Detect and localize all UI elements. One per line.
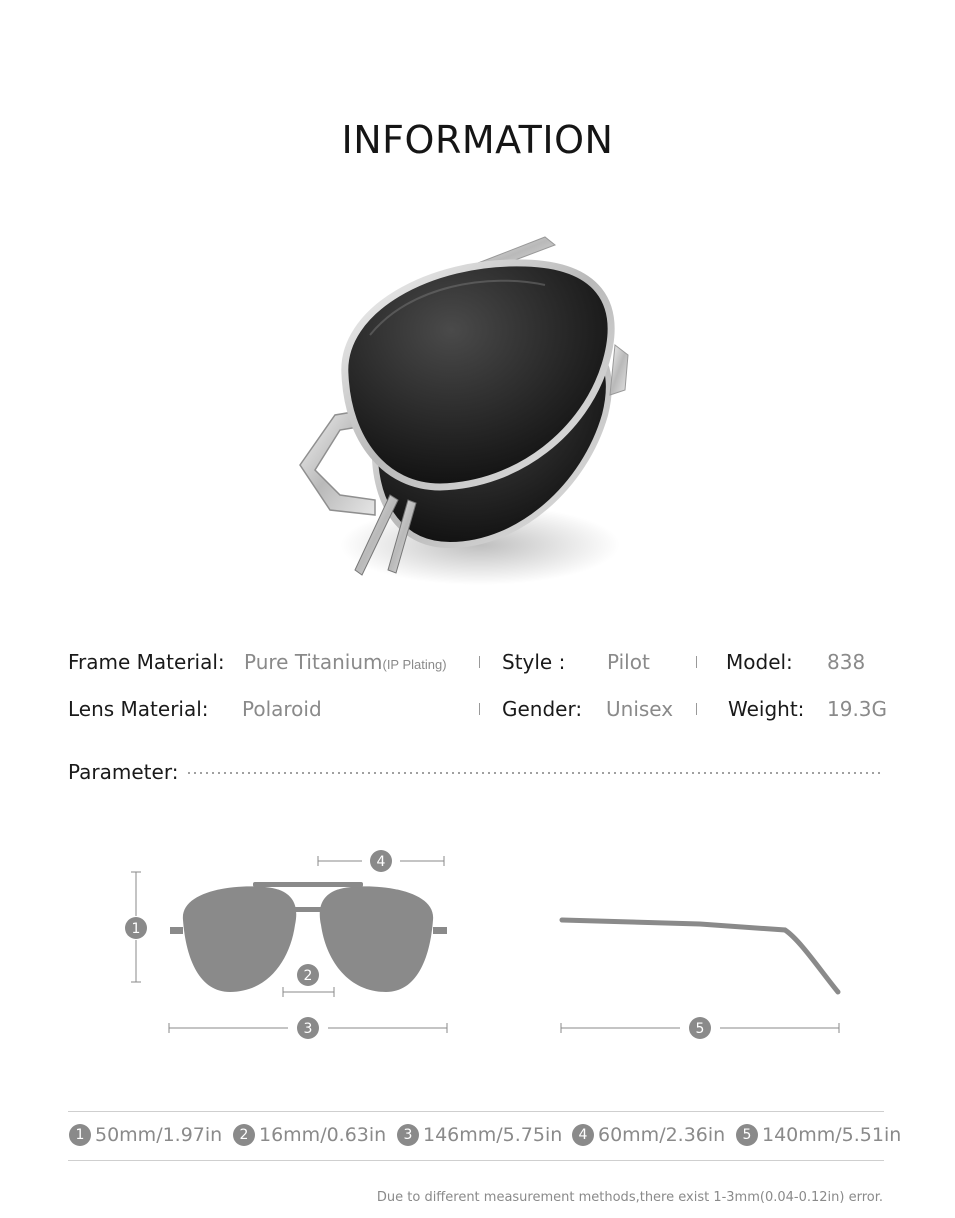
- measurement-3: [397, 1124, 562, 1146]
- frame-material-value: Pure Titanium: [244, 650, 383, 674]
- marker-2-label: 2: [303, 968, 313, 984]
- measurement-1: [69, 1124, 222, 1146]
- page-title: INFORMATION: [341, 118, 614, 162]
- marker-3-label: 3: [303, 1021, 313, 1037]
- measurement-badge: 4: [572, 1124, 594, 1146]
- weight-value: 19.3G: [827, 697, 888, 721]
- column-divider: [479, 703, 480, 715]
- marker-4-label: 4: [376, 854, 386, 870]
- measurement-text: 60mm/2.36in: [598, 1124, 726, 1146]
- gender-label: Gender:: [502, 697, 583, 721]
- frame-material-suffix: (IP Plating): [382, 657, 447, 672]
- style-value: Pilot: [607, 650, 650, 674]
- dimension-diagram: [0, 830, 955, 1050]
- product-photo: [280, 215, 660, 615]
- lens-material-value: Polaroid: [242, 697, 322, 721]
- measurement-badge: 1: [69, 1124, 91, 1146]
- measurement-text: 146mm/5.75in: [423, 1124, 563, 1146]
- divider-line: [68, 1160, 884, 1161]
- column-divider: [696, 656, 697, 668]
- measurement-text: 50mm/1.97in: [95, 1124, 223, 1146]
- measurement-badge: 2: [233, 1124, 255, 1146]
- model-label: Model:: [726, 650, 793, 674]
- column-divider: [696, 703, 697, 715]
- gender-value: Unisex: [606, 697, 674, 721]
- lens-material-label: Lens Material:: [68, 697, 209, 721]
- model-value: 838: [827, 650, 866, 674]
- dotted-leader: [186, 772, 882, 774]
- marker-1-label: 1: [131, 921, 141, 937]
- divider-line: [68, 1111, 884, 1112]
- measurement-text: 16mm/0.63in: [259, 1124, 387, 1146]
- measurement-5: [736, 1124, 901, 1146]
- measurement-badge: 3: [397, 1124, 419, 1146]
- frame-material-label: Frame Material:: [68, 650, 225, 674]
- measurement-badge: 5: [736, 1124, 758, 1146]
- measurement-text: 140mm/5.51in: [762, 1124, 902, 1146]
- measurement-2: [233, 1124, 386, 1146]
- column-divider: [479, 656, 480, 668]
- footnote: Due to different measurement methods,there exist 1-3mm(0.04-0.12in) error.: [376, 1190, 883, 1205]
- style-label: Style :: [502, 650, 566, 674]
- measurement-4: [572, 1124, 725, 1146]
- marker-5-label: 5: [695, 1021, 705, 1037]
- parameter-label: Parameter:: [68, 760, 179, 784]
- weight-label: Weight:: [728, 697, 805, 721]
- frame-material-value-group: [244, 650, 447, 674]
